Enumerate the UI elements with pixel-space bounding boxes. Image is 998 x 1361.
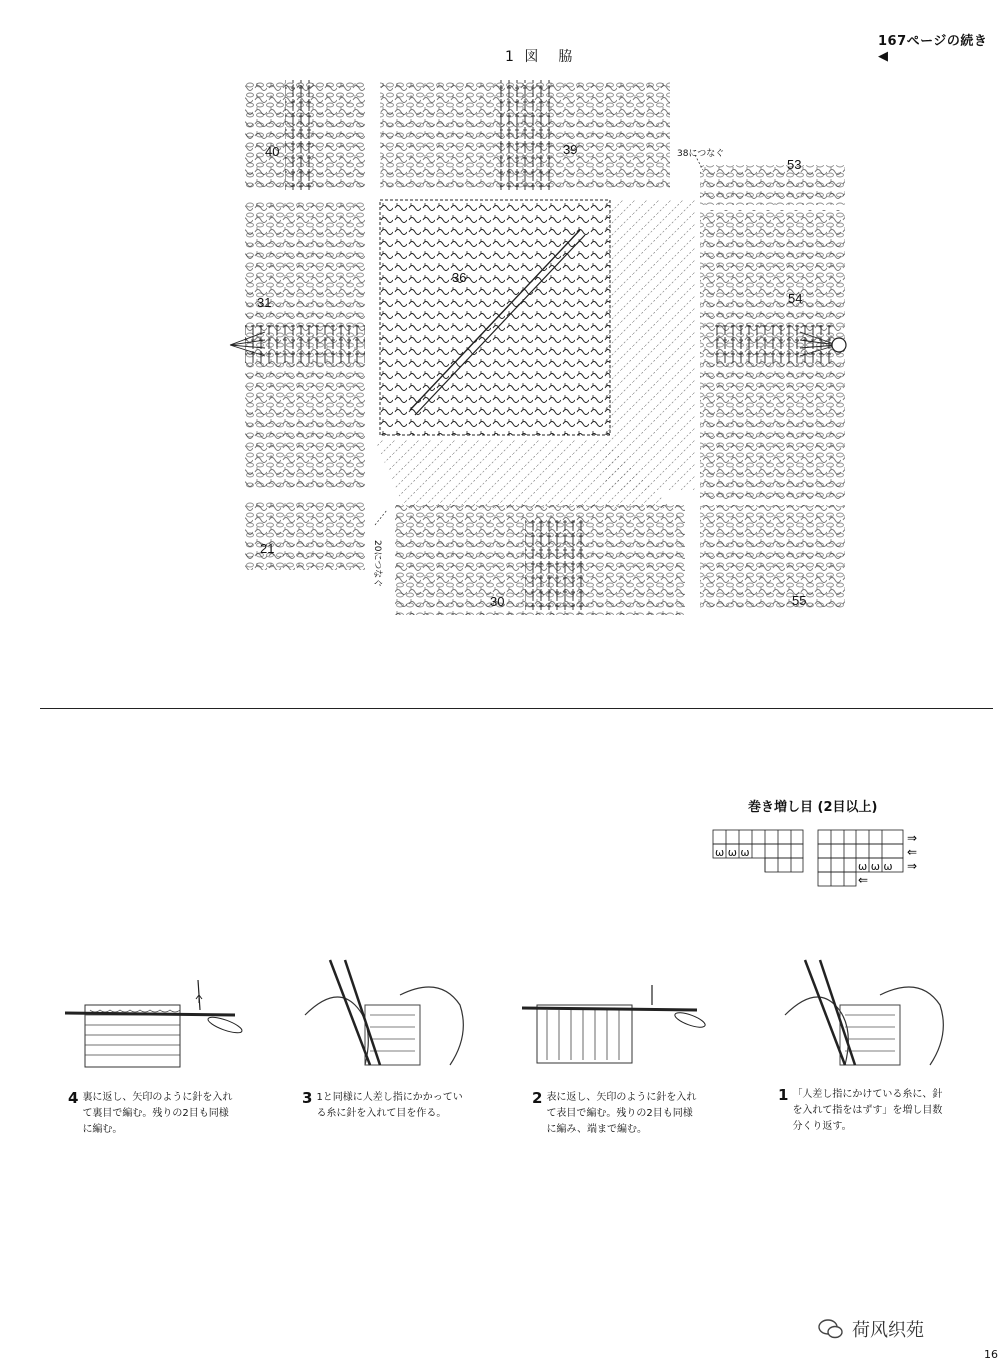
figure-title: 1 図 脇 [505,49,576,65]
block-21 [245,500,365,570]
block-num-31: 31 [257,295,272,310]
chart-arrow-3: ⇒ [907,859,918,873]
block-num-21: 21 [260,541,275,556]
section-divider [40,708,993,709]
block-num-39: 39 [563,142,578,157]
block-40 [245,80,365,190]
stitch-chart [713,828,928,888]
block-36 [380,200,610,435]
chart-arrow-1: ⇒ [907,831,918,845]
block-num-53: 53 [787,157,802,172]
step-1-illustration [780,955,950,1075]
step-2-number: 2 [532,1089,543,1107]
step-3-illustration [300,955,470,1075]
step-2 [532,1090,696,1138]
block-num-55: 55 [792,593,807,608]
step-1 [778,1087,942,1135]
block-num-40: 40 [265,144,280,159]
block-31 [245,200,365,490]
block-num-36: 36 [452,270,467,285]
block-num-30: 30 [490,594,505,609]
step-2-text: 表に返し、矢印のように針を入れて表目で編む。残りの2目も同様に編み、端まで編む。 [546,1092,697,1135]
continuation-note: 167ページの続き◀ [878,34,988,64]
crochet-chart [225,70,855,640]
step-3-number: 3 [302,1089,313,1107]
block-54 [700,210,845,500]
step-4-number: 4 [68,1089,79,1107]
svg-text:ω ω ω: ω ω ω [858,860,893,873]
page-number: 16 [984,1348,998,1361]
step-4 [68,1090,232,1138]
block-39 [380,80,670,190]
step-3-text: 1と同様に人差し指にかかっている糸に針を入れて目を作る。 [316,1092,463,1119]
watermark [818,1316,924,1342]
watermark-text: 荷风织苑 [852,1320,924,1341]
step-2-illustration [537,1005,632,1063]
join-note-20: 20につなぐ [372,540,382,588]
wechat-icon [818,1318,844,1340]
chart-arrow-4: ⇐ [858,873,869,887]
svg-text:ω ω ω: ω ω ω [715,846,750,859]
step-4-text: 裏に返し、矢印のように針を入れて裏目で編む。残りの2目も同様に編む。 [82,1092,233,1135]
block-30 [395,505,685,615]
step-1-number: 1 [778,1086,789,1104]
block-num-54: 54 [788,291,803,306]
block-55 [700,505,845,610]
cast-on-title: 巻き増し目 (2目以上) [748,800,878,815]
step-1-text: 「人差し指にかけている糸に、針を入れて指をはずす」を増し目数分くり返す。 [792,1089,943,1132]
join-note-38: 38につなぐ [677,149,725,159]
step-4-illustration [65,975,255,1075]
chart-arrow-2: ⇐ [907,845,918,859]
step-3 [302,1090,466,1122]
block-53 [700,165,845,205]
